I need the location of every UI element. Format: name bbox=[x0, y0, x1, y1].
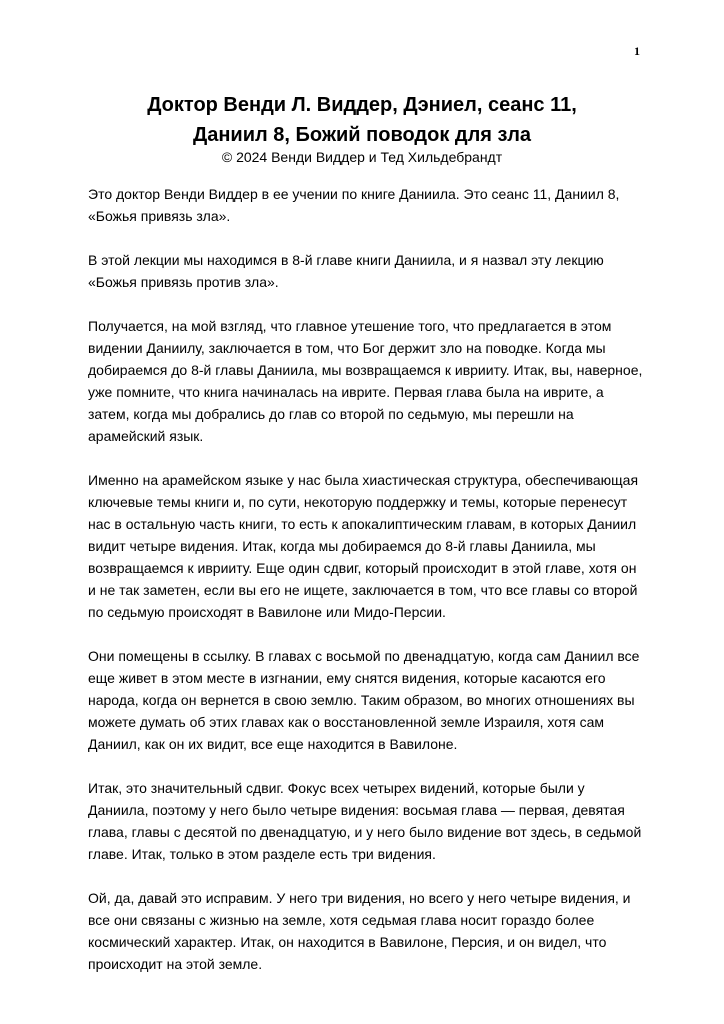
paragraph: Получается, на мой взгляд, что главное утешение того, что предлагается в этом видении Даниилу, заключается в том, что Бог держит зло на поводке. Когда мы добираемся до 8-й главы Даниила, мы возвращаемся к иврииту. Итак, вы, наверное, уже помните, что книга начиналась на иврите. Первая глава была на иврите, а затем, когда мы добрались до глав со второй по седьмую, мы перешли на арамейский язык. bbox=[88, 318, 643, 444]
page-number: 1 bbox=[634, 44, 640, 58]
paragraph: Они помещены в ссылку. В главах с восьмой по двенадцатую, когда сам Даниил все еще живет в этом месте в изгнании, ему снятся видения, которые касаются его народа, когда он вернется в свою землю. Таким образом, во многих отношениях вы можете думать об этих главах как о восстановленной земле Израиля, хотя сам Даниил, как он их видит, все еще находится в Вавилоне. bbox=[88, 648, 640, 752]
title-line-2: Даниил 8, Божий поводок для зла bbox=[192, 124, 532, 146]
document-body bbox=[88, 183, 644, 997]
paragraph: В этой лекции мы находимся в 8-й главе книги Даниила, и я назвал эту лекцию «Божья привязь против зла». bbox=[88, 252, 604, 290]
document-title bbox=[60, 90, 664, 150]
paragraph: Ой, да, давай это исправим. У него три видения, но всего у него четыре видения, и все они связаны с жизнью на земле, хотя седьмая глава носит гораздо более космический характер. Итак, он находится в Вавилоне, Персия, и он видел, что происходит на этой земле. bbox=[88, 890, 631, 972]
paragraph: Именно на арамейском языке у нас была хиастическая структура, обеспечивающая ключевые темы книги и, по сути, некоторую поддержку и темы, которые перенесут нас в остальную часть книги, то есть к апокалиптическим главам, в которых Даниил видит четыре видения. Итак, когда мы добираемся до 8-й главы Даниила, мы возвращаемся к иврииту. Еще один сдвиг, который происходит в этой главе, хотя он и не так заметен, если вы его не ищете, заключается в том, что все главы со второй по седьмую происходят в Вавилоне или Мидо-Персии. bbox=[88, 472, 639, 620]
paragraph: Это доктор Венди Виддер в ее учении по книге Даниила. Это сеанс 11, Даниил 8, «Божья привязь зла». bbox=[88, 186, 620, 224]
paragraph: Итак, это значительный сдвиг. Фокус всех четырех видений, которые были у Даниила, поэтому у него было четыре видения: восьмая глава — первая, девятая глава, главы с десятой по двенадцатую, и у него было видение вот здесь, в седьмой главе. Итак, только в этом разделе есть три видения. bbox=[88, 780, 642, 862]
title-line-1: Доктор Венди Л. Виддер, Дэниел, сеанс 11, bbox=[147, 94, 577, 116]
copyright-line: © 2024 Венди Виддер и Тед Хильдебрандт bbox=[221, 149, 503, 165]
